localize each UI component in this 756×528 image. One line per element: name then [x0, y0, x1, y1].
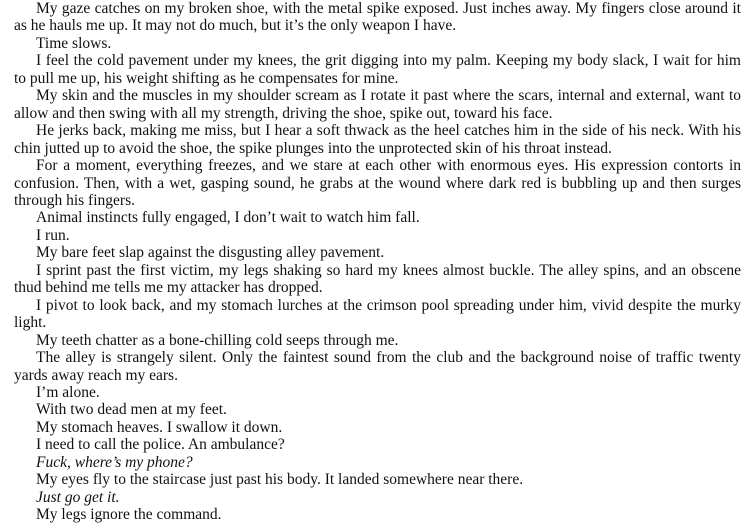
- paragraph: My gaze catches on my broken shoe, with the metal spike exposed. Just inches away. My fingers close around it as he hauls me up. It may not do much, but it’s the only weapon I have.: [14, 0, 741, 35]
- paragraph: My legs ignore the command.: [36, 506, 222, 524]
- paragraph: Time slows.: [36, 34, 112, 52]
- paragraph: My eyes fly to the staircase just past his body. It landed somewhere near there.: [36, 471, 524, 489]
- paragraph: My bare feet slap against the disgusting alley pavement.: [36, 244, 385, 262]
- paragraph: My stomach heaves. I swallow it down.: [36, 418, 283, 436]
- document-page: [14, 0, 741, 524]
- paragraph: He jerks back, making me miss, but I hear a soft thwack as the heel catches him in the side of his neck. With his chin jutted up to avoid the shoe, the spike plunges into the unprotected skin of his throat instead.: [14, 122, 741, 157]
- paragraph: With two dead men at my feet.: [36, 401, 227, 419]
- paragraph: For a moment, everything freezes, and we stare at each other with enormous eyes. His expression contorts in confusion. Then, with a wet, gasping sound, he grabs at the wound where dark red is bubbling up and then surges through his fingers.: [14, 157, 741, 209]
- paragraph: I’m alone.: [36, 383, 100, 401]
- paragraph: I pivot to look back, and my stomach lurches at the crimson pool spreading under him, vivid despite the murky light.: [14, 296, 741, 332]
- paragraph: My teeth chatter as a bone-chilling cold seeps through me.: [36, 331, 399, 349]
- paragraph: Just go get it.: [36, 488, 120, 506]
- paragraph: The alley is strangely silent. Only the faintest sound from the club and the background noise of traffic twenty yards away reach my ears.: [14, 349, 741, 384]
- paragraph: My skin and the muscles in my shoulder scream as I rotate it past where the scars, internal and external, want to allow and then swing with all my strength, driving the shoe, spike out, toward his face.: [14, 87, 741, 122]
- paragraph: I need to call the police. An ambulance?: [36, 436, 285, 454]
- paragraph: Fuck, where’s my phone?: [36, 453, 193, 471]
- paragraph: I run.: [36, 226, 70, 244]
- paragraph: I sprint past the first victim, my legs shaking so hard my knees almost buckle. The alley spins, and an obscene thud behind me tells me my attacker has dropped.: [14, 261, 741, 297]
- paragraph: I feel the cold pavement under my knees, the grit digging into my palm. Keeping my body slack, I wait for him to pull me up, his weight shifting as he compensates for mine.: [14, 52, 741, 87]
- paragraph: Animal instincts fully engaged, I don’t wait to watch him fall.: [36, 209, 420, 227]
